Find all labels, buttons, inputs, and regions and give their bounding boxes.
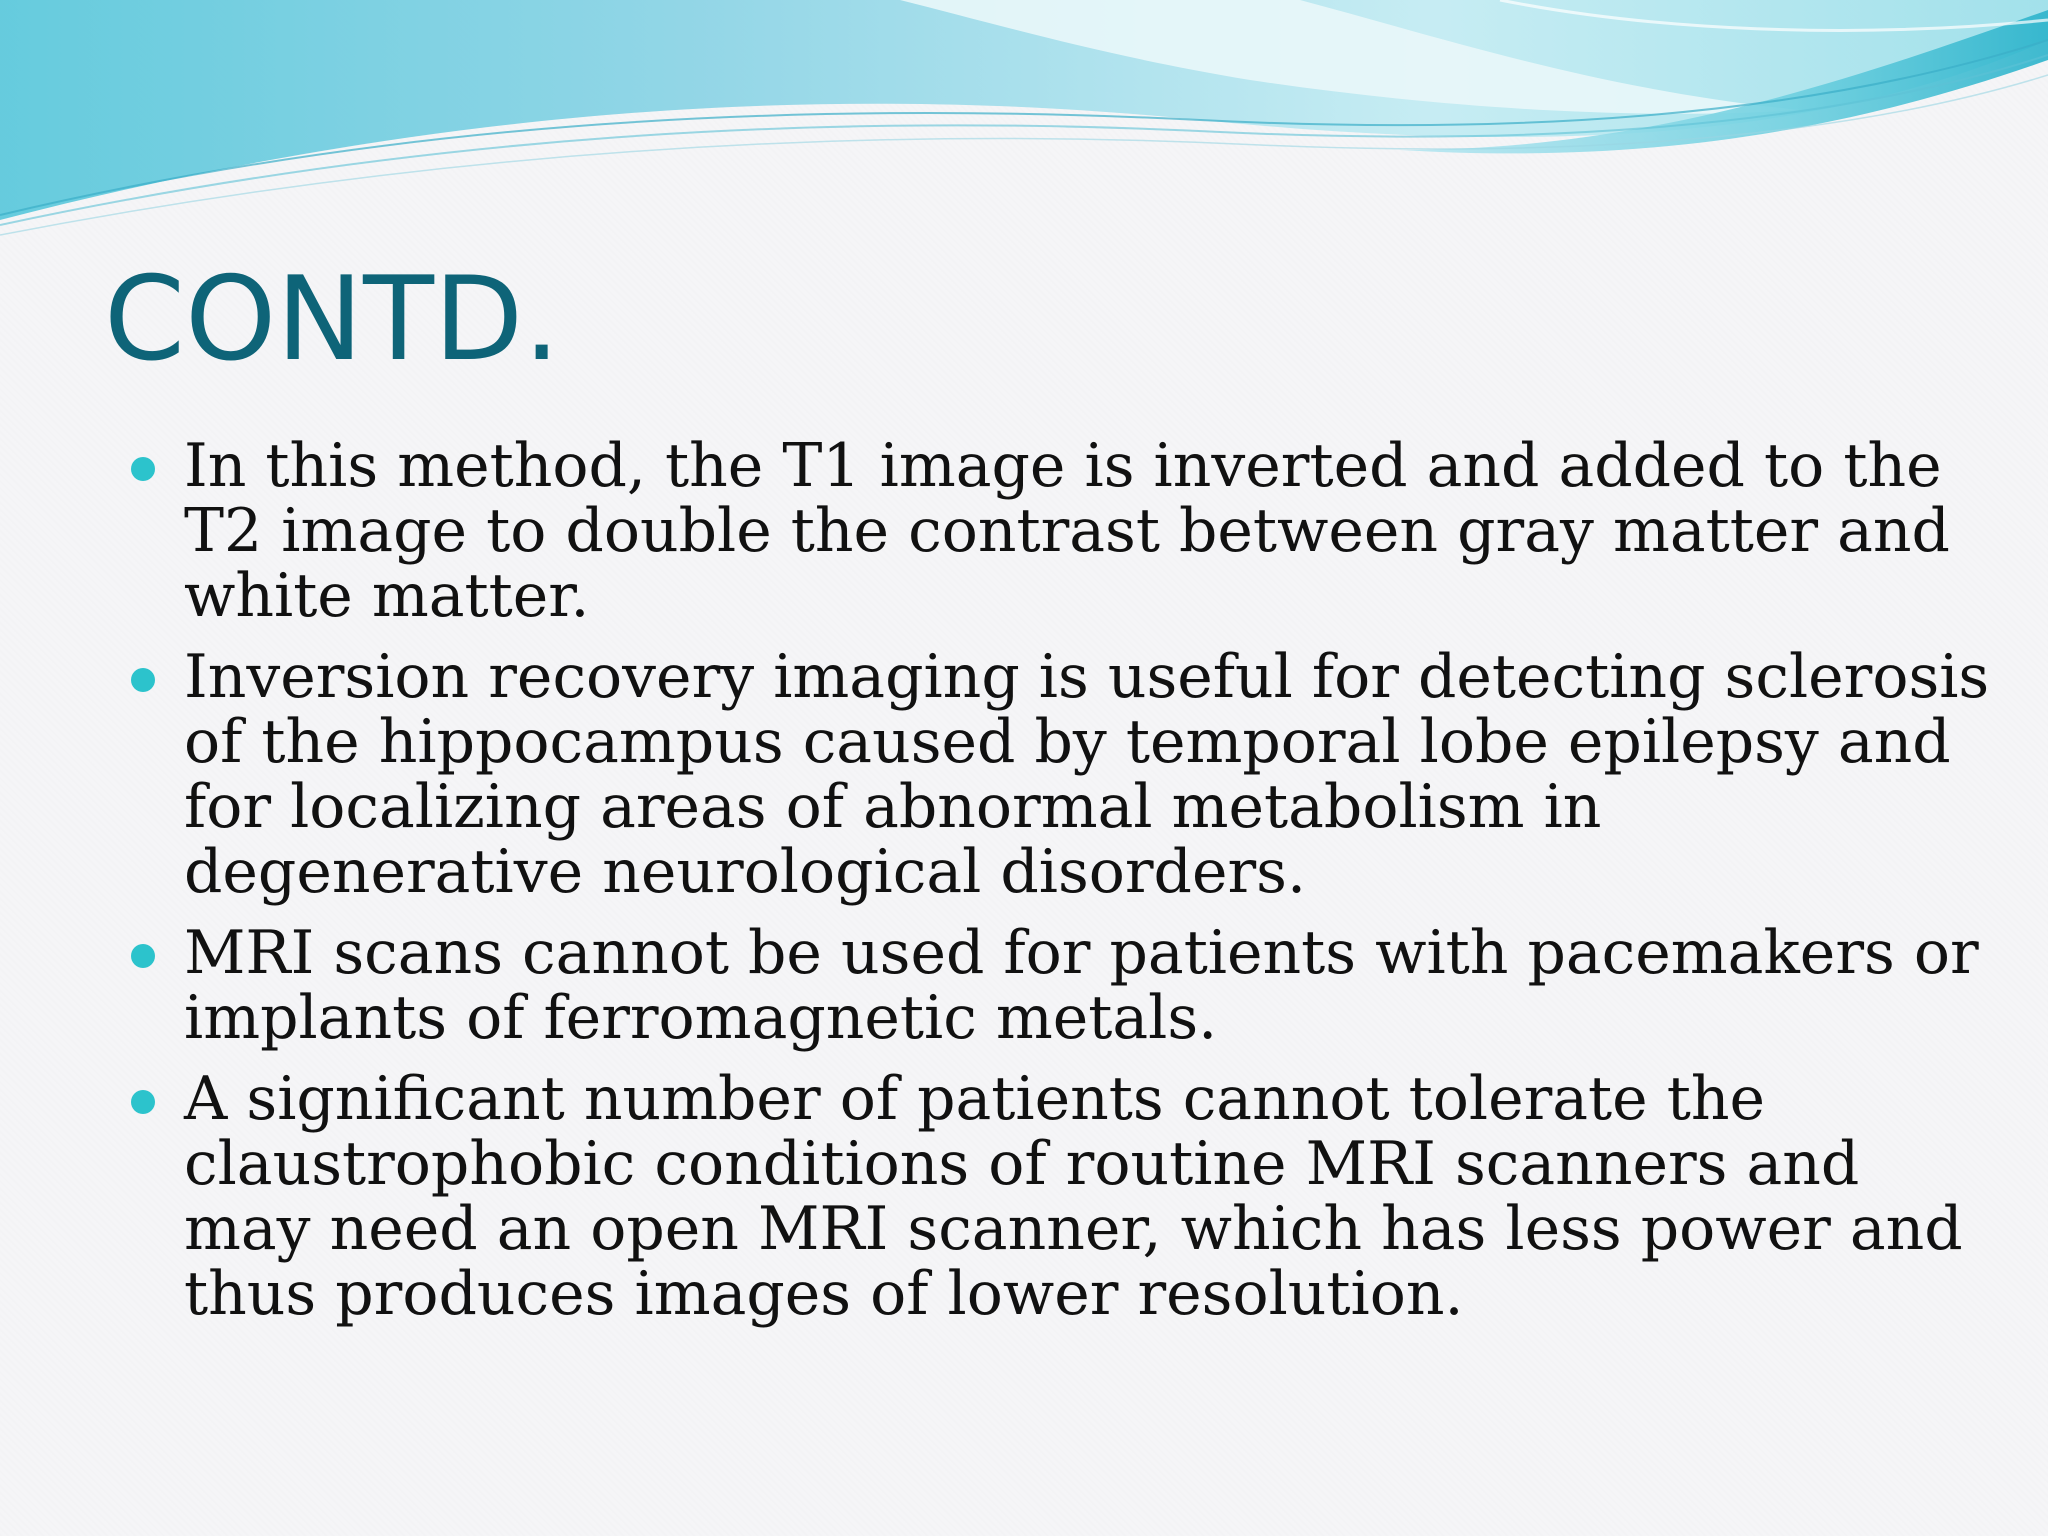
- header-wave-decoration: [0, 0, 2048, 240]
- bullet-line: A significant number of patients cannot tolerate the: [184, 1064, 1766, 1134]
- bullet-line: Inversion recovery imaging is useful for detecting sclerosis: [184, 642, 1990, 712]
- bullet-item: [184, 642, 2004, 907]
- bullet-line: may need an open MRI scanner, which has less power and: [184, 1194, 1963, 1264]
- bullet-line: claustrophobic conditions of routine MRI scanners and: [184, 1129, 1860, 1199]
- bullet-dot-icon: [131, 944, 155, 968]
- bullet-line: T2 image to double the contrast between gray matter and: [184, 496, 1950, 566]
- bullet-line: white matter.: [184, 561, 590, 631]
- bullet-dot-icon: [131, 457, 155, 481]
- bullet-item: [184, 1064, 2004, 1329]
- bullet-line: degenerative neurological disorders.: [184, 837, 1307, 907]
- bullet-line: thus produces images of lower resolution.: [184, 1259, 1464, 1329]
- bullet-dot-icon: [131, 668, 155, 692]
- bullet-item: [184, 431, 2004, 631]
- bullet-list: [184, 431, 2004, 1343]
- bullet-line: In this method, the T1 image is inverted and added to the: [184, 431, 1942, 501]
- slide-title: CONTD.: [104, 252, 561, 387]
- bullet-line: of the hippocampus caused by temporal lobe epilepsy and: [184, 707, 1951, 777]
- bullet-line: implants of ferromagnetic metals.: [184, 983, 1218, 1053]
- bullet-line: for localizing areas of abnormal metabolism in: [184, 772, 1602, 842]
- bullet-dot-icon: [131, 1090, 155, 1114]
- bullet-item: [184, 918, 2004, 1053]
- bullet-line: MRI scans cannot be used for patients with pacemakers or: [184, 918, 1979, 988]
